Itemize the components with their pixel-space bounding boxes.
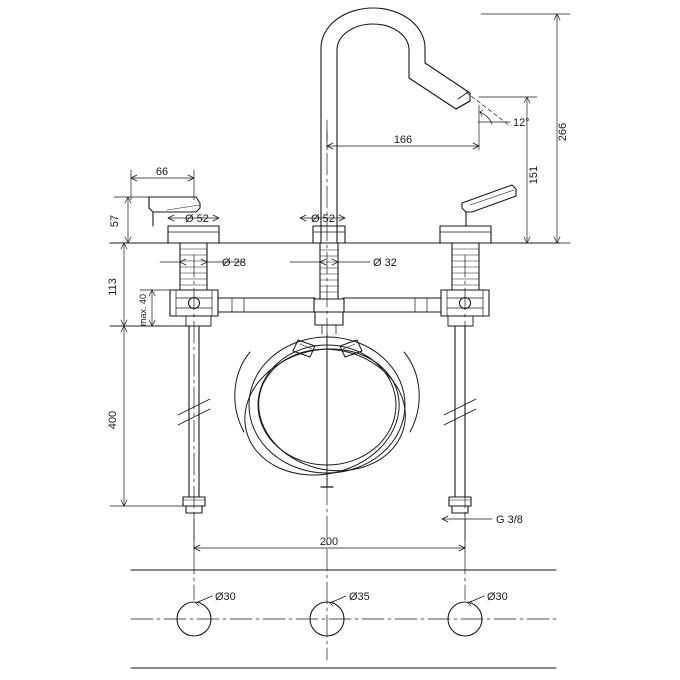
dim-label-supply-thread: G 3/8 bbox=[496, 514, 523, 526]
dim-label-hole-left-dia: Ø30 bbox=[215, 591, 236, 603]
spout-shank bbox=[314, 243, 344, 312]
right-lever-handle bbox=[462, 185, 516, 226]
left-handle-cap bbox=[168, 226, 219, 243]
dim-label-hose-length: 400 bbox=[107, 410, 119, 430]
dim-label-spout-shank-dia: Ø 32 bbox=[373, 257, 397, 269]
dim-label-spout-cap-dia: Ø 52 bbox=[311, 213, 335, 225]
dim-label-hole-right-dia: Ø30 bbox=[487, 591, 508, 603]
spout-base-cap bbox=[313, 226, 345, 243]
right-handle-cap bbox=[440, 226, 491, 243]
centerlines bbox=[131, 120, 556, 660]
dim-label-handle-cap-dia: Ø 52 bbox=[185, 213, 209, 225]
dim-label-hole-center-dia: Ø35 bbox=[349, 591, 370, 603]
dim-label-handle-offset: 66 bbox=[155, 166, 169, 178]
dim-label-spread: 200 bbox=[319, 536, 339, 548]
dim-label-body-height: 113 bbox=[107, 278, 119, 296]
dim-label-spout-reach: 166 bbox=[393, 134, 413, 146]
gooseneck-spout bbox=[321, 8, 470, 243]
right-shank bbox=[452, 243, 479, 290]
dim-label-handle-shank-dia: Ø 28 bbox=[222, 257, 246, 269]
valve-body-assembly bbox=[170, 290, 489, 334]
left-shank bbox=[180, 243, 207, 290]
dim-label-max-wall: max. 40 bbox=[138, 293, 148, 327]
coiled-flexible-hoses bbox=[231, 333, 419, 491]
dim-label-spout-angle: 12° bbox=[513, 117, 530, 129]
dim-label-handle-height: 57 bbox=[109, 214, 121, 228]
dim-label-spout-height: 151 bbox=[528, 165, 540, 185]
dim-label-height-total: 266 bbox=[557, 122, 569, 142]
